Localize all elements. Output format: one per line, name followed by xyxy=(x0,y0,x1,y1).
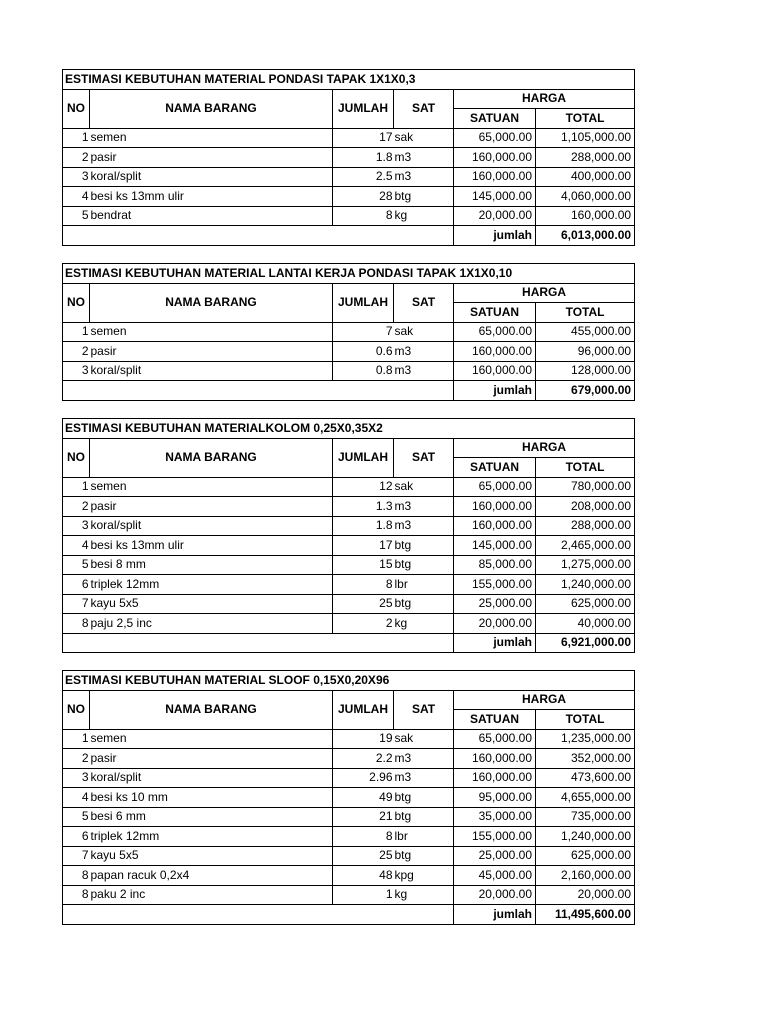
table-row xyxy=(63,614,635,634)
cell-total: 2,465,000.00 xyxy=(536,536,635,556)
cell-satuan: 160,000.00 xyxy=(454,768,536,788)
table-row xyxy=(63,788,635,808)
estimation-table xyxy=(62,263,634,401)
jumlah-value: 6,921,000.00 xyxy=(536,633,635,653)
header-no: NO xyxy=(63,283,90,322)
cell-nama-barang: semen xyxy=(90,477,333,497)
cell-jumlah: 8 xyxy=(333,206,394,226)
cell-jumlah: 17 xyxy=(333,536,394,556)
table-row xyxy=(63,575,635,595)
cell-nama-barang: kayu 5x5 xyxy=(90,846,333,866)
cell-total: 735,000.00 xyxy=(536,807,635,827)
jumlah-row xyxy=(63,633,635,653)
header-nama-barang: NAMA BARANG xyxy=(90,690,333,729)
header-harga: HARGA xyxy=(454,690,635,710)
cell-no: 7 xyxy=(63,846,90,866)
header-harga: HARGA xyxy=(454,89,635,109)
cell-nama-barang: pasir xyxy=(90,749,333,769)
table-row xyxy=(63,361,635,381)
cell-nama-barang: pasir xyxy=(90,148,333,168)
cell-no: 3 xyxy=(63,167,90,187)
table-row xyxy=(63,206,635,226)
cell-jumlah: 7 xyxy=(333,322,394,342)
table-row xyxy=(63,497,635,517)
cell-sat: kg xyxy=(394,885,454,905)
cell-total: 20,000.00 xyxy=(536,885,635,905)
cell-no: 6 xyxy=(63,827,90,847)
header-satuan: SATUAN xyxy=(454,458,536,478)
material-table xyxy=(62,263,635,401)
cell-no: 3 xyxy=(63,768,90,788)
table-row xyxy=(63,807,635,827)
header-jumlah: JUMLAH xyxy=(333,438,394,477)
header-harga: HARGA xyxy=(454,283,635,303)
cell-no: 3 xyxy=(63,361,90,381)
cell-total: 4,060,000.00 xyxy=(536,187,635,207)
cell-total: 2,160,000.00 xyxy=(536,866,635,886)
cell-total: 1,240,000.00 xyxy=(536,575,635,595)
cell-satuan: 160,000.00 xyxy=(454,342,536,362)
cell-nama-barang: besi ks 13mm ulir xyxy=(90,187,333,207)
cell-jumlah: 19 xyxy=(333,729,394,749)
table-row xyxy=(63,846,635,866)
cell-nama-barang: koral/split xyxy=(90,361,333,381)
cell-no: 7 xyxy=(63,594,90,614)
table-row xyxy=(63,148,635,168)
cell-total: 160,000.00 xyxy=(536,206,635,226)
jumlah-spacer xyxy=(63,905,454,925)
cell-no: 2 xyxy=(63,342,90,362)
cell-total: 96,000.00 xyxy=(536,342,635,362)
cell-sat: kg xyxy=(394,614,454,634)
cell-satuan: 160,000.00 xyxy=(454,361,536,381)
jumlah-spacer xyxy=(63,381,454,401)
cell-sat: sak xyxy=(394,477,454,497)
cell-satuan: 65,000.00 xyxy=(454,128,536,148)
cell-sat: sak xyxy=(394,729,454,749)
cell-satuan: 95,000.00 xyxy=(454,788,536,808)
cell-no: 2 xyxy=(63,148,90,168)
estimation-table xyxy=(62,418,634,653)
cell-jumlah: 28 xyxy=(333,187,394,207)
table-title-row xyxy=(63,419,635,439)
cell-nama-barang: paku 2 inc xyxy=(90,885,333,905)
jumlah-value: 11,495,600.00 xyxy=(536,905,635,925)
table-row xyxy=(63,885,635,905)
cell-no: 1 xyxy=(63,729,90,749)
cell-jumlah: 2.2 xyxy=(333,749,394,769)
cell-satuan: 25,000.00 xyxy=(454,846,536,866)
header-jumlah: JUMLAH xyxy=(333,89,394,128)
cell-satuan: 45,000.00 xyxy=(454,866,536,886)
table-title-row xyxy=(63,70,635,90)
cell-sat: m3 xyxy=(394,768,454,788)
cell-satuan: 160,000.00 xyxy=(454,148,536,168)
cell-satuan: 25,000.00 xyxy=(454,594,536,614)
cell-total: 1,240,000.00 xyxy=(536,827,635,847)
cell-jumlah: 2.5 xyxy=(333,167,394,187)
cell-jumlah: 0.6 xyxy=(333,342,394,362)
jumlah-row xyxy=(63,381,635,401)
table-row xyxy=(63,128,635,148)
cell-jumlah: 2.96 xyxy=(333,768,394,788)
cell-no: 5 xyxy=(63,807,90,827)
cell-satuan: 155,000.00 xyxy=(454,575,536,595)
cell-sat: kg xyxy=(394,206,454,226)
jumlah-row xyxy=(63,905,635,925)
cell-no: 4 xyxy=(63,788,90,808)
cell-nama-barang: triplek 12mm xyxy=(90,827,333,847)
header-nama-barang: NAMA BARANG xyxy=(90,283,333,322)
cell-sat: m3 xyxy=(394,342,454,362)
jumlah-spacer xyxy=(63,633,454,653)
cell-nama-barang: koral/split xyxy=(90,768,333,788)
cell-total: 208,000.00 xyxy=(536,497,635,517)
cell-total: 1,275,000.00 xyxy=(536,555,635,575)
header-sat: SAT xyxy=(394,438,454,477)
header-jumlah: JUMLAH xyxy=(333,690,394,729)
cell-nama-barang: kayu 5x5 xyxy=(90,594,333,614)
cell-sat: m3 xyxy=(394,167,454,187)
header-total: TOTAL xyxy=(536,109,635,129)
cell-no: 2 xyxy=(63,749,90,769)
cell-no: 3 xyxy=(63,516,90,536)
cell-satuan: 65,000.00 xyxy=(454,477,536,497)
cell-satuan: 20,000.00 xyxy=(454,206,536,226)
cell-satuan: 20,000.00 xyxy=(454,885,536,905)
table-title: ESTIMASI KEBUTUHAN MATERIAL SLOOF 0,15X0,20X96 xyxy=(63,671,635,691)
cell-nama-barang: semen xyxy=(90,322,333,342)
cell-nama-barang: besi ks 13mm ulir xyxy=(90,536,333,556)
estimation-table xyxy=(62,670,634,925)
header-no: NO xyxy=(63,690,90,729)
cell-nama-barang: besi 6 mm xyxy=(90,807,333,827)
cell-satuan: 160,000.00 xyxy=(454,749,536,769)
cell-total: 352,000.00 xyxy=(536,749,635,769)
cell-no: 1 xyxy=(63,128,90,148)
cell-nama-barang: bendrat xyxy=(90,206,333,226)
cell-jumlah: 25 xyxy=(333,594,394,614)
cell-jumlah: 1.3 xyxy=(333,497,394,517)
table-title: ESTIMASI KEBUTUHAN MATERIAL LANTAI KERJA PONDASI TAPAK 1X1X0,10 xyxy=(63,264,635,284)
cell-sat: kpg xyxy=(394,866,454,886)
header-sat: SAT xyxy=(394,690,454,729)
header-no: NO xyxy=(63,438,90,477)
table-title: ESTIMASI KEBUTUHAN MATERIAL PONDASI TAPAK 1X1X0,3 xyxy=(63,70,635,90)
table-row xyxy=(63,167,635,187)
cell-satuan: 85,000.00 xyxy=(454,555,536,575)
cell-no: 1 xyxy=(63,477,90,497)
cell-total: 128,000.00 xyxy=(536,361,635,381)
header-harga: HARGA xyxy=(454,438,635,458)
cell-satuan: 145,000.00 xyxy=(454,187,536,207)
header-total: TOTAL xyxy=(536,458,635,478)
cell-jumlah: 17 xyxy=(333,128,394,148)
cell-sat: btg xyxy=(394,788,454,808)
header-nama-barang: NAMA BARANG xyxy=(90,89,333,128)
cell-jumlah: 8 xyxy=(333,827,394,847)
cell-jumlah: 49 xyxy=(333,788,394,808)
cell-jumlah: 2 xyxy=(333,614,394,634)
cell-sat: btg xyxy=(394,536,454,556)
material-table xyxy=(62,670,635,925)
cell-no: 8 xyxy=(63,885,90,905)
cell-nama-barang: pasir xyxy=(90,497,333,517)
header-jumlah: JUMLAH xyxy=(333,283,394,322)
jumlah-value: 6,013,000.00 xyxy=(536,226,635,246)
jumlah-label: jumlah xyxy=(454,381,536,401)
cell-total: 455,000.00 xyxy=(536,322,635,342)
header-row xyxy=(63,690,635,710)
table-title-row xyxy=(63,671,635,691)
cell-sat: btg xyxy=(394,555,454,575)
cell-satuan: 65,000.00 xyxy=(454,322,536,342)
cell-nama-barang: besi 8 mm xyxy=(90,555,333,575)
cell-jumlah: 1 xyxy=(333,885,394,905)
cell-jumlah: 12 xyxy=(333,477,394,497)
table-row xyxy=(63,536,635,556)
cell-sat: btg xyxy=(394,846,454,866)
cell-sat: sak xyxy=(394,128,454,148)
cell-sat: m3 xyxy=(394,516,454,536)
cell-nama-barang: semen xyxy=(90,729,333,749)
cell-total: 1,235,000.00 xyxy=(536,729,635,749)
cell-total: 625,000.00 xyxy=(536,594,635,614)
table-row xyxy=(63,729,635,749)
cell-total: 288,000.00 xyxy=(536,516,635,536)
cell-jumlah: 25 xyxy=(333,846,394,866)
cell-nama-barang: paju 2,5 inc xyxy=(90,614,333,634)
header-row xyxy=(63,283,635,303)
jumlah-value: 679,000.00 xyxy=(536,381,635,401)
cell-nama-barang: papan racuk 0,2x4 xyxy=(90,866,333,886)
cell-no: 5 xyxy=(63,555,90,575)
table-row xyxy=(63,516,635,536)
cell-total: 288,000.00 xyxy=(536,148,635,168)
cell-total: 4,655,000.00 xyxy=(536,788,635,808)
header-sat: SAT xyxy=(394,89,454,128)
cell-jumlah: 15 xyxy=(333,555,394,575)
header-satuan: SATUAN xyxy=(454,109,536,129)
jumlah-label: jumlah xyxy=(454,633,536,653)
cell-satuan: 35,000.00 xyxy=(454,807,536,827)
jumlah-label: jumlah xyxy=(454,226,536,246)
cell-jumlah: 0.8 xyxy=(333,361,394,381)
cell-satuan: 160,000.00 xyxy=(454,497,536,517)
table-title-row xyxy=(63,264,635,284)
jumlah-label: jumlah xyxy=(454,905,536,925)
estimation-table xyxy=(62,69,634,246)
cell-sat: m3 xyxy=(394,497,454,517)
cell-total: 625,000.00 xyxy=(536,846,635,866)
cell-total: 473,600.00 xyxy=(536,768,635,788)
header-row xyxy=(63,89,635,109)
cell-no: 6 xyxy=(63,575,90,595)
table-row xyxy=(63,555,635,575)
cell-jumlah: 1.8 xyxy=(333,148,394,168)
cell-total: 780,000.00 xyxy=(536,477,635,497)
cell-sat: lbr xyxy=(394,575,454,595)
cell-no: 8 xyxy=(63,866,90,886)
table-title: ESTIMASI KEBUTUHAN MATERIALKOLOM 0,25X0,35X2 xyxy=(63,419,635,439)
header-satuan: SATUAN xyxy=(454,710,536,730)
cell-no: 4 xyxy=(63,187,90,207)
table-row xyxy=(63,477,635,497)
table-row xyxy=(63,768,635,788)
header-total: TOTAL xyxy=(536,710,635,730)
cell-nama-barang: semen xyxy=(90,128,333,148)
cell-jumlah: 8 xyxy=(333,575,394,595)
cell-sat: m3 xyxy=(394,361,454,381)
table-row xyxy=(63,749,635,769)
cell-total: 400,000.00 xyxy=(536,167,635,187)
header-sat: SAT xyxy=(394,283,454,322)
table-row xyxy=(63,187,635,207)
cell-satuan: 65,000.00 xyxy=(454,729,536,749)
cell-total: 1,105,000.00 xyxy=(536,128,635,148)
cell-nama-barang: koral/split xyxy=(90,167,333,187)
cell-sat: btg xyxy=(394,187,454,207)
cell-no: 8 xyxy=(63,614,90,634)
cell-no: 2 xyxy=(63,497,90,517)
cell-sat: btg xyxy=(394,594,454,614)
table-row xyxy=(63,322,635,342)
table-row xyxy=(63,827,635,847)
cell-total: 40,000.00 xyxy=(536,614,635,634)
header-satuan: SATUAN xyxy=(454,303,536,323)
cell-jumlah: 48 xyxy=(333,866,394,886)
cell-sat: m3 xyxy=(394,148,454,168)
table-row xyxy=(63,866,635,886)
cell-nama-barang: koral/split xyxy=(90,516,333,536)
jumlah-row xyxy=(63,226,635,246)
table-row xyxy=(63,342,635,362)
cell-satuan: 160,000.00 xyxy=(454,167,536,187)
cell-nama-barang: pasir xyxy=(90,342,333,362)
cell-sat: lbr xyxy=(394,827,454,847)
cell-satuan: 145,000.00 xyxy=(454,536,536,556)
header-nama-barang: NAMA BARANG xyxy=(90,438,333,477)
cell-nama-barang: besi ks 10 mm xyxy=(90,788,333,808)
cell-satuan: 160,000.00 xyxy=(454,516,536,536)
header-total: TOTAL xyxy=(536,303,635,323)
cell-satuan: 155,000.00 xyxy=(454,827,536,847)
cell-sat: btg xyxy=(394,807,454,827)
cell-sat: sak xyxy=(394,322,454,342)
material-table xyxy=(62,69,635,246)
cell-jumlah: 1.8 xyxy=(333,516,394,536)
header-no: NO xyxy=(63,89,90,128)
cell-no: 1 xyxy=(63,322,90,342)
table-row xyxy=(63,594,635,614)
cell-sat: m3 xyxy=(394,749,454,769)
jumlah-spacer xyxy=(63,226,454,246)
cell-no: 4 xyxy=(63,536,90,556)
cell-nama-barang: triplek 12mm xyxy=(90,575,333,595)
cell-satuan: 20,000.00 xyxy=(454,614,536,634)
header-row xyxy=(63,438,635,458)
cell-no: 5 xyxy=(63,206,90,226)
cell-jumlah: 21 xyxy=(333,807,394,827)
material-table xyxy=(62,418,635,653)
